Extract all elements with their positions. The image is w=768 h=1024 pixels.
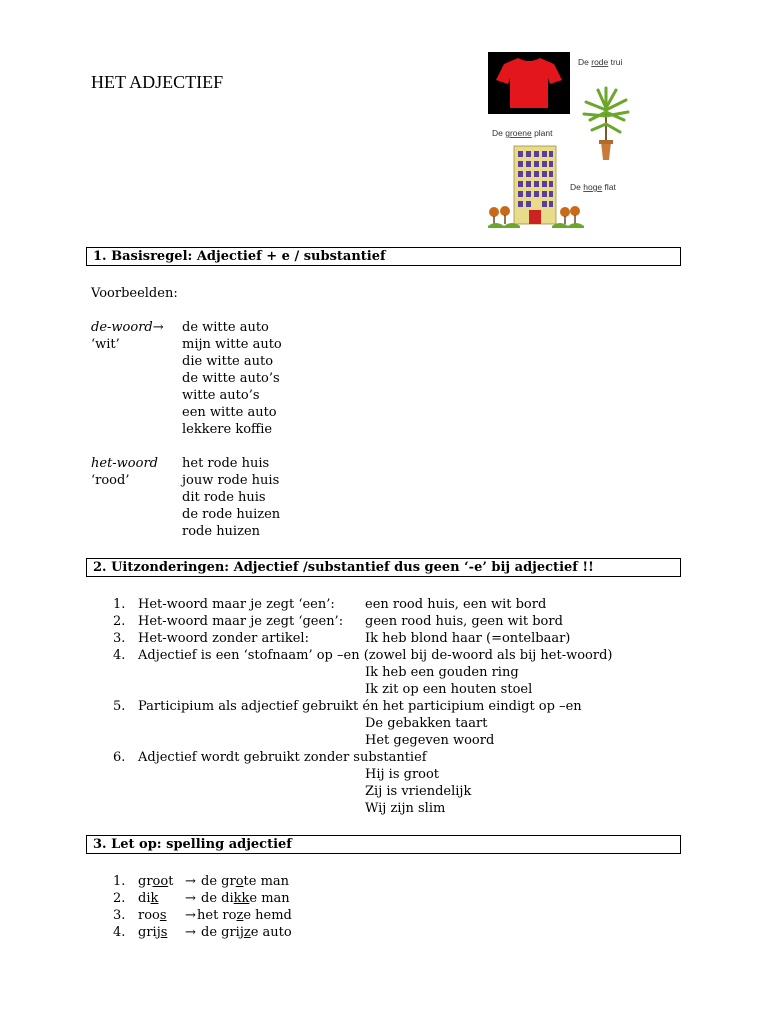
section-1-heading-box: [86, 247, 681, 266]
list-item: Adjectief wordt gebruikt zonder substantief: [138, 750, 427, 765]
shirt-label: De rode trui: [578, 57, 623, 67]
spelling-result: de grijze auto: [201, 925, 292, 940]
list-example: een rood huis, een wit bord: [365, 597, 547, 612]
list-item: Adjectief is een ‘stofnaam’ op –en (zowel bij de-woord als bij het-woord): [138, 648, 613, 663]
list-item: Het-woord zonder artikel:: [138, 631, 309, 646]
list-example: Zij is vriendelijk: [365, 784, 472, 799]
list-item: de witte auto’s: [182, 371, 280, 386]
list-number: 2.: [113, 891, 126, 906]
section-3-heading: 3. Let op: spelling adjectief: [93, 837, 292, 852]
list-number: 1.: [113, 597, 126, 612]
list-example: Hij is groot: [365, 767, 440, 782]
arrow-right-icon: →: [152, 320, 164, 335]
list-number: 3.: [113, 908, 126, 923]
spelling-word: groot: [138, 874, 174, 889]
spelling-word: grijs: [138, 925, 168, 940]
list-number: 3.: [113, 631, 126, 646]
list-item: mijn witte auto: [182, 337, 282, 352]
arrow-right-icon: →: [185, 925, 196, 940]
plant-icon: [584, 88, 628, 160]
list-number: 1.: [113, 874, 126, 889]
flat-label: De hoge flat: [570, 182, 616, 192]
spelling-result: de grote man: [201, 874, 290, 889]
list-item: de witte auto: [182, 320, 269, 335]
group-2-label: het-woord: [91, 456, 158, 471]
section-1-heading: 1. Basisregel: Adjectief + e / substantief: [93, 249, 386, 264]
list-number: 4.: [113, 925, 126, 940]
list-item: witte auto’s: [182, 388, 260, 403]
arrow-right-icon: →: [185, 874, 196, 889]
section-2-heading-box: [86, 558, 681, 577]
arrow-right-icon: →: [185, 908, 196, 923]
list-item: een witte auto: [182, 405, 277, 420]
list-item: Participium als adjectief gebruikt én het participium eindigt op –en: [138, 699, 582, 714]
list-item: lekkere koffie: [182, 422, 273, 437]
list-number: 4.: [113, 648, 126, 663]
arrow-right-icon: →: [185, 891, 196, 906]
spelling-result: de dikke man: [201, 891, 290, 906]
plant-label: De groene plant: [492, 128, 553, 138]
list-example: geen rood huis, geen wit bord: [365, 614, 563, 629]
list-item: die witte auto: [182, 354, 274, 369]
list-item: rode huizen: [182, 524, 261, 539]
group-1-label: de-woord→: [91, 320, 164, 335]
spelling-result: het roze hemd: [197, 908, 292, 923]
list-example: Wij zijn slim: [365, 801, 446, 816]
section-2-heading: 2. Uitzonderingen: Adjectief /substantief dus geen ‘-e’ bij adjectief !!: [93, 560, 594, 575]
list-item: dit rode huis: [182, 490, 266, 505]
spelling-word: dik: [138, 891, 159, 906]
list-example: Ik heb een gouden ring: [365, 665, 519, 680]
list-number: 6.: [113, 750, 126, 765]
list-example: De gebakken taart: [365, 716, 488, 731]
list-item: het rode huis: [182, 456, 270, 471]
list-number: 2.: [113, 614, 126, 629]
group-2-sub: ‘rood’: [91, 473, 130, 488]
list-item: jouw rode huis: [182, 473, 280, 488]
examples-label: Voorbeelden:: [91, 286, 178, 301]
list-example: Ik heb blond haar (=ontelbaar): [365, 631, 571, 646]
list-item: Het-woord maar je zegt ‘een’:: [138, 597, 335, 612]
spelling-word: roos: [138, 908, 167, 923]
list-example: Het gegeven woord: [365, 733, 495, 748]
list-number: 5.: [113, 699, 126, 714]
section-3-heading-box: [86, 835, 681, 854]
list-example: Ik zit op een houten stoel: [365, 682, 533, 697]
list-item: de rode huizen: [182, 507, 281, 522]
page-title: HET ADJECTIEF: [91, 72, 224, 92]
illustration: [486, 50, 631, 232]
group-1-sub: ‘wit’: [91, 337, 120, 352]
building-icon: [514, 146, 556, 224]
list-item: Het-woord maar je zegt ‘geen’:: [138, 614, 344, 629]
